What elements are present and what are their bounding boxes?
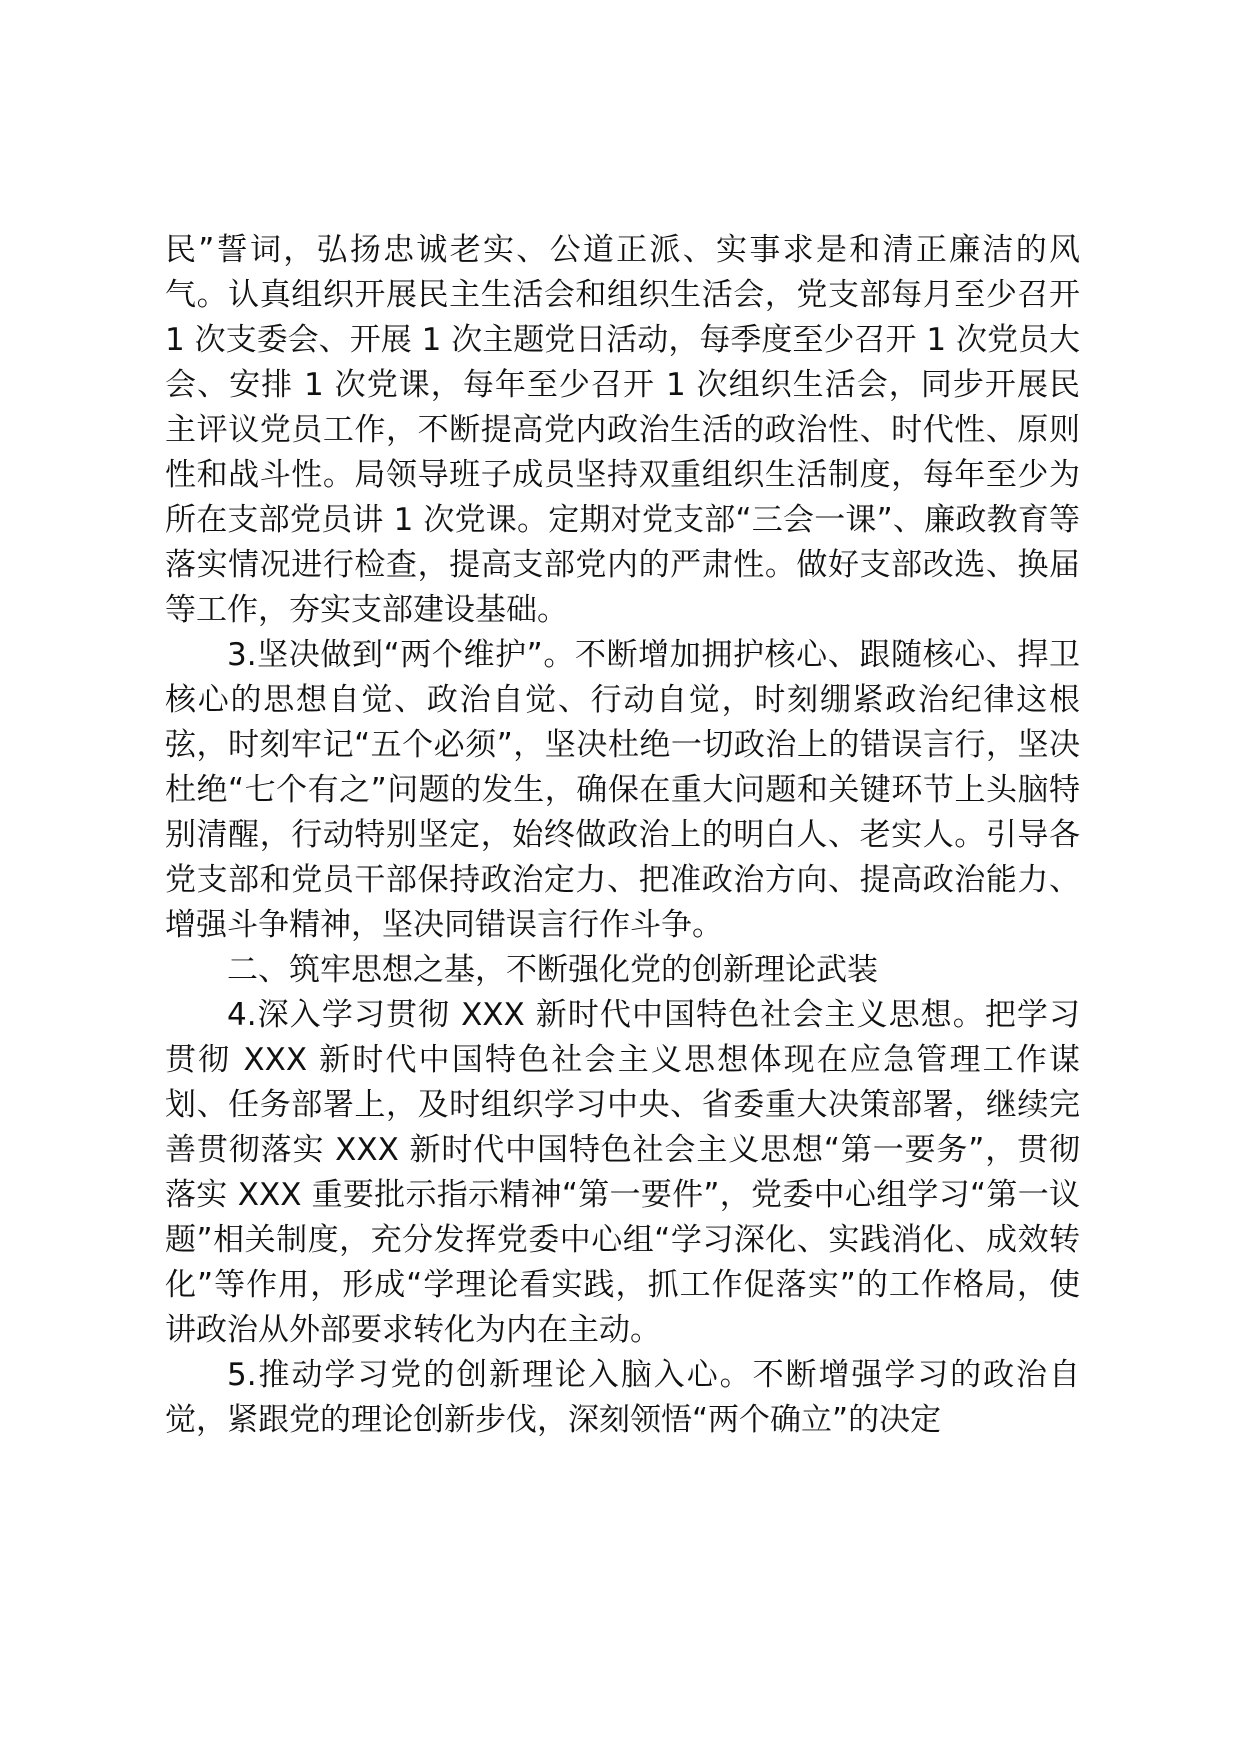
paragraph-item-4: 4.深入学习贯彻 XXX 新时代中国特色社会主义思想。把学习贯彻 XXX 新时代中国特色社会主义思想体现在应急管理工作谋划、任务部署上，及时组织学习中央、省委重大决策部署，继续完善贯彻落实 XXX 新时代中国特色社会主义思想“第一要务”，贯彻落实 XXX 重要批示指示精神“第一要件”，党委中心组学习“第一议题”相关制度，充分发挥党委中心组“学习深化、实践消化、成效转化”等作用，形成“学理论看实践，抓工作促落实”的工作格局，使讲政治从外部要求转化为内在主动。 — [165, 997, 1080, 1348]
paragraph-item-5: 5.推动学习党的创新理论入脑入心。不断增强学习的政治自觉，紧跟党的理论创新步伐，深刻领悟“两个确立”的决定 — [165, 1357, 1080, 1438]
paragraph-continuation: 民”誓词，弘扬忠诚老实、公道正派、实事求是和清正廉洁的风气。认真组织开展民主生活会和组织生活会，党支部每月至少召开 1 次支委会、开展 1 次主题党日活动，每季度至少召开 1 次党员大会、安排 1 次党课，每年至少召开 1 次组织生活会，同步开展民主评议党员工作，不断提高党内政治生活的政治性、时代性、原则性和战斗性。局领导班子成员坚持双重组织生活制度，每年至少为所在支部党员讲 1 次党课。定期对党支部“三会一课”、廉政教育等落实情况进行检查，提高支部党内的严肃性。做好支部改选、换届等工作，夯实支部建设基础。 — [165, 232, 1080, 628]
section-heading-2: 二、筑牢思想之基，不断强化党的创新理论武装 — [227, 952, 878, 988]
paragraph-item-3: 3.坚决做到“两个维护”。不断增加拥护核心、跟随核心、捍卫核心的思想自觉、政治自觉、行动自觉，时刻绷紧政治纪律这根弦，时刻牢记“五个必须”，坚决杜绝一切政治上的错误言行，坚决杜绝“七个有之”问题的发生，确保在重大问题和关键环节上头脑特别清醒，行动特别坚定，始终做政治上的明白人、老实人。引导各党支部和党员干部保持政治定力、把准政治方向、提高政治能力、增强斗争精神，坚决同错误言行作斗争。 — [165, 637, 1080, 943]
document-body — [165, 228, 1080, 1443]
